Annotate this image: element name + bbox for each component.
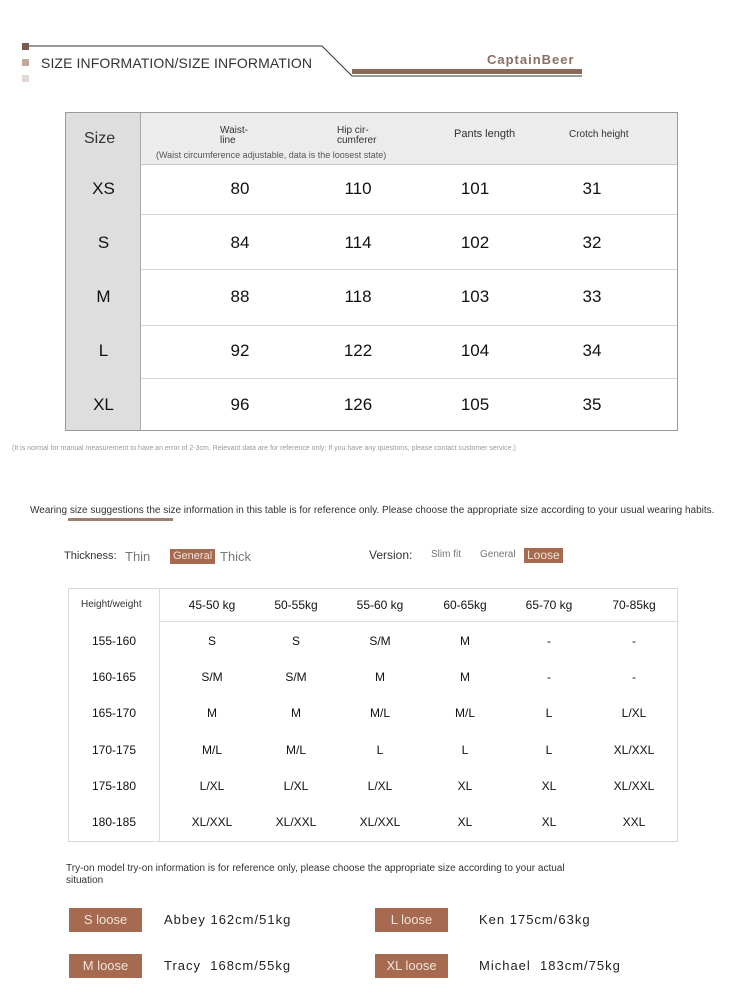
model-tracy: Tracy 168cm/55kg xyxy=(164,958,292,973)
table-cell: 122 xyxy=(343,341,373,360)
size-cell: XL xyxy=(541,779,557,793)
col-header-waistline: Waist- line xyxy=(220,125,248,146)
col-header-pants-length: Pants length xyxy=(454,128,516,140)
weight-header: 55-60 kg xyxy=(356,598,404,612)
measurement-footnote: (It is normal for manual measurement to have an error of 2-3cm. Relevant data are for reference only; If you have any questions, please contact customer service.) xyxy=(12,445,516,452)
height-label: 170-175 xyxy=(91,743,137,757)
tryon-note: Try-on model try-on information is for reference only, please choose the appropriate size according to your actual situation xyxy=(66,863,565,886)
table-cell: 84 xyxy=(230,233,250,252)
size-cell: S xyxy=(207,634,216,648)
version-option-slim-fit: Slim fit xyxy=(431,549,461,560)
height-label: 175-180 xyxy=(91,779,137,793)
size-label-l: L xyxy=(98,341,109,360)
row-divider xyxy=(141,214,677,215)
col-header-crotch-height: Crotch height xyxy=(569,129,629,140)
size-cell: M xyxy=(460,634,470,648)
row-divider xyxy=(141,325,677,326)
col-header-hip: Hip cir- cumferer xyxy=(337,125,377,146)
height-weight-table xyxy=(68,588,678,842)
table-cell: 126 xyxy=(343,395,373,414)
wearing-title: Wearing size suggestions the size information in this table is for reference only. Please choose the appropriate size according to your usual wearing habits. xyxy=(30,505,715,516)
table-cell: 33 xyxy=(582,287,602,306)
weight-header: 60-65kg xyxy=(443,598,487,612)
page-title: SIZE INFORMATION/SIZE INFORMATION xyxy=(41,55,313,71)
row-divider xyxy=(141,378,677,379)
size-cell: XL/XXL xyxy=(275,815,317,829)
height-label: 160-165 xyxy=(91,670,137,684)
table-cell: 92 xyxy=(230,341,250,360)
version-option-loose-selected: Loose xyxy=(524,548,563,563)
model-abbey: Abbey 162cm/51kg xyxy=(164,912,292,927)
badge-xl-loose: XL loose xyxy=(375,954,448,978)
size-cell: XL/XXL xyxy=(359,815,401,829)
table-cell: 102 xyxy=(460,233,490,252)
size-cell: XL xyxy=(541,815,557,829)
size-cell: - xyxy=(632,670,636,684)
size-cell: L xyxy=(461,743,469,757)
size-cell: XL xyxy=(457,815,473,829)
brand-logo: CaptainBeer xyxy=(487,52,575,67)
header-divider-lines xyxy=(0,0,750,90)
size-cell: - xyxy=(632,634,636,648)
size-cell: M/L xyxy=(201,743,222,757)
thickness-option-general-selected: General xyxy=(170,549,215,564)
weight-header: 45-50 kg xyxy=(188,598,236,612)
size-cell: S xyxy=(291,634,300,648)
thickness-label: Thickness: xyxy=(64,550,117,562)
size-cell: XXL xyxy=(622,815,646,829)
size-label-xs: XS xyxy=(92,179,115,198)
size-table-header-row xyxy=(141,113,677,165)
size-cell: M xyxy=(207,706,217,720)
wearing-underline xyxy=(68,518,173,521)
table-cell: 80 xyxy=(230,179,250,198)
table-cell: 34 xyxy=(582,341,602,360)
size-cell: S/M xyxy=(285,670,307,684)
table-cell: 35 xyxy=(582,395,602,414)
size-cell: L xyxy=(545,743,553,757)
table-cell: 104 xyxy=(460,341,490,360)
waist-note: (Waist circumference adjustable, data is the loosest state) xyxy=(156,150,387,160)
size-cell: M xyxy=(375,670,385,684)
size-header: Size xyxy=(84,130,116,147)
row-divider xyxy=(141,269,677,270)
size-cell: M/L xyxy=(285,743,306,757)
size-label-s: S xyxy=(97,233,110,252)
table-cell: 103 xyxy=(460,287,490,306)
height-label: 155-160 xyxy=(91,634,137,648)
size-cell: - xyxy=(547,634,551,648)
header-accent-bar xyxy=(352,69,582,74)
table-cell: 32 xyxy=(582,233,602,252)
table-cell: 118 xyxy=(344,287,372,306)
size-label-m: M xyxy=(96,287,111,306)
badge-s-loose: S loose xyxy=(69,908,142,932)
version-label: Version: xyxy=(369,548,413,562)
size-cell: XL/XXL xyxy=(613,779,655,793)
height-label: 180-185 xyxy=(91,815,137,829)
model-michael: Michael 183cm/75kg xyxy=(479,958,621,973)
column-divider xyxy=(159,589,160,841)
height-label: 165-170 xyxy=(91,706,137,720)
size-table xyxy=(65,112,678,431)
thickness-option-thick: Thick xyxy=(220,549,252,564)
size-label-xl: XL xyxy=(93,395,114,414)
size-cell: M/L xyxy=(369,706,390,720)
size-cell: - xyxy=(547,670,551,684)
height-weight-corner: Height/weight xyxy=(81,599,142,610)
size-cell: XL/XXL xyxy=(191,815,233,829)
weight-header: 70-85kg xyxy=(612,598,656,612)
size-cell: L/XL xyxy=(199,779,225,793)
badge-l-loose: L loose xyxy=(375,908,448,932)
table-cell: 31 xyxy=(582,179,602,198)
table-cell: 101 xyxy=(460,179,490,198)
badge-m-loose: M loose xyxy=(69,954,142,978)
size-cell: S/M xyxy=(201,670,223,684)
weight-header: 65-70 kg xyxy=(525,598,573,612)
size-cell: L xyxy=(376,743,384,757)
header-divider xyxy=(159,621,677,622)
size-cell: L/XL xyxy=(367,779,393,793)
table-cell: 88 xyxy=(230,287,250,306)
size-cell: XL/XXL xyxy=(613,743,655,757)
size-column xyxy=(66,113,141,430)
size-cell: S/M xyxy=(369,634,391,648)
size-cell: L/XL xyxy=(621,706,647,720)
table-cell: 105 xyxy=(460,395,490,414)
size-cell: XL xyxy=(457,779,473,793)
size-cell: L/XL xyxy=(283,779,309,793)
table-cell: 96 xyxy=(230,395,250,414)
size-cell: M xyxy=(291,706,301,720)
weight-header: 50-55kg xyxy=(274,598,318,612)
model-ken: Ken 175cm/63kg xyxy=(479,912,591,927)
table-cell: 114 xyxy=(344,233,372,252)
table-cell: 110 xyxy=(344,179,372,198)
size-cell: M/L xyxy=(454,706,475,720)
version-option-general: General xyxy=(480,549,516,560)
size-cell: M xyxy=(460,670,470,684)
size-cell: L xyxy=(545,706,553,720)
thickness-option-thin: Thin xyxy=(125,549,151,564)
